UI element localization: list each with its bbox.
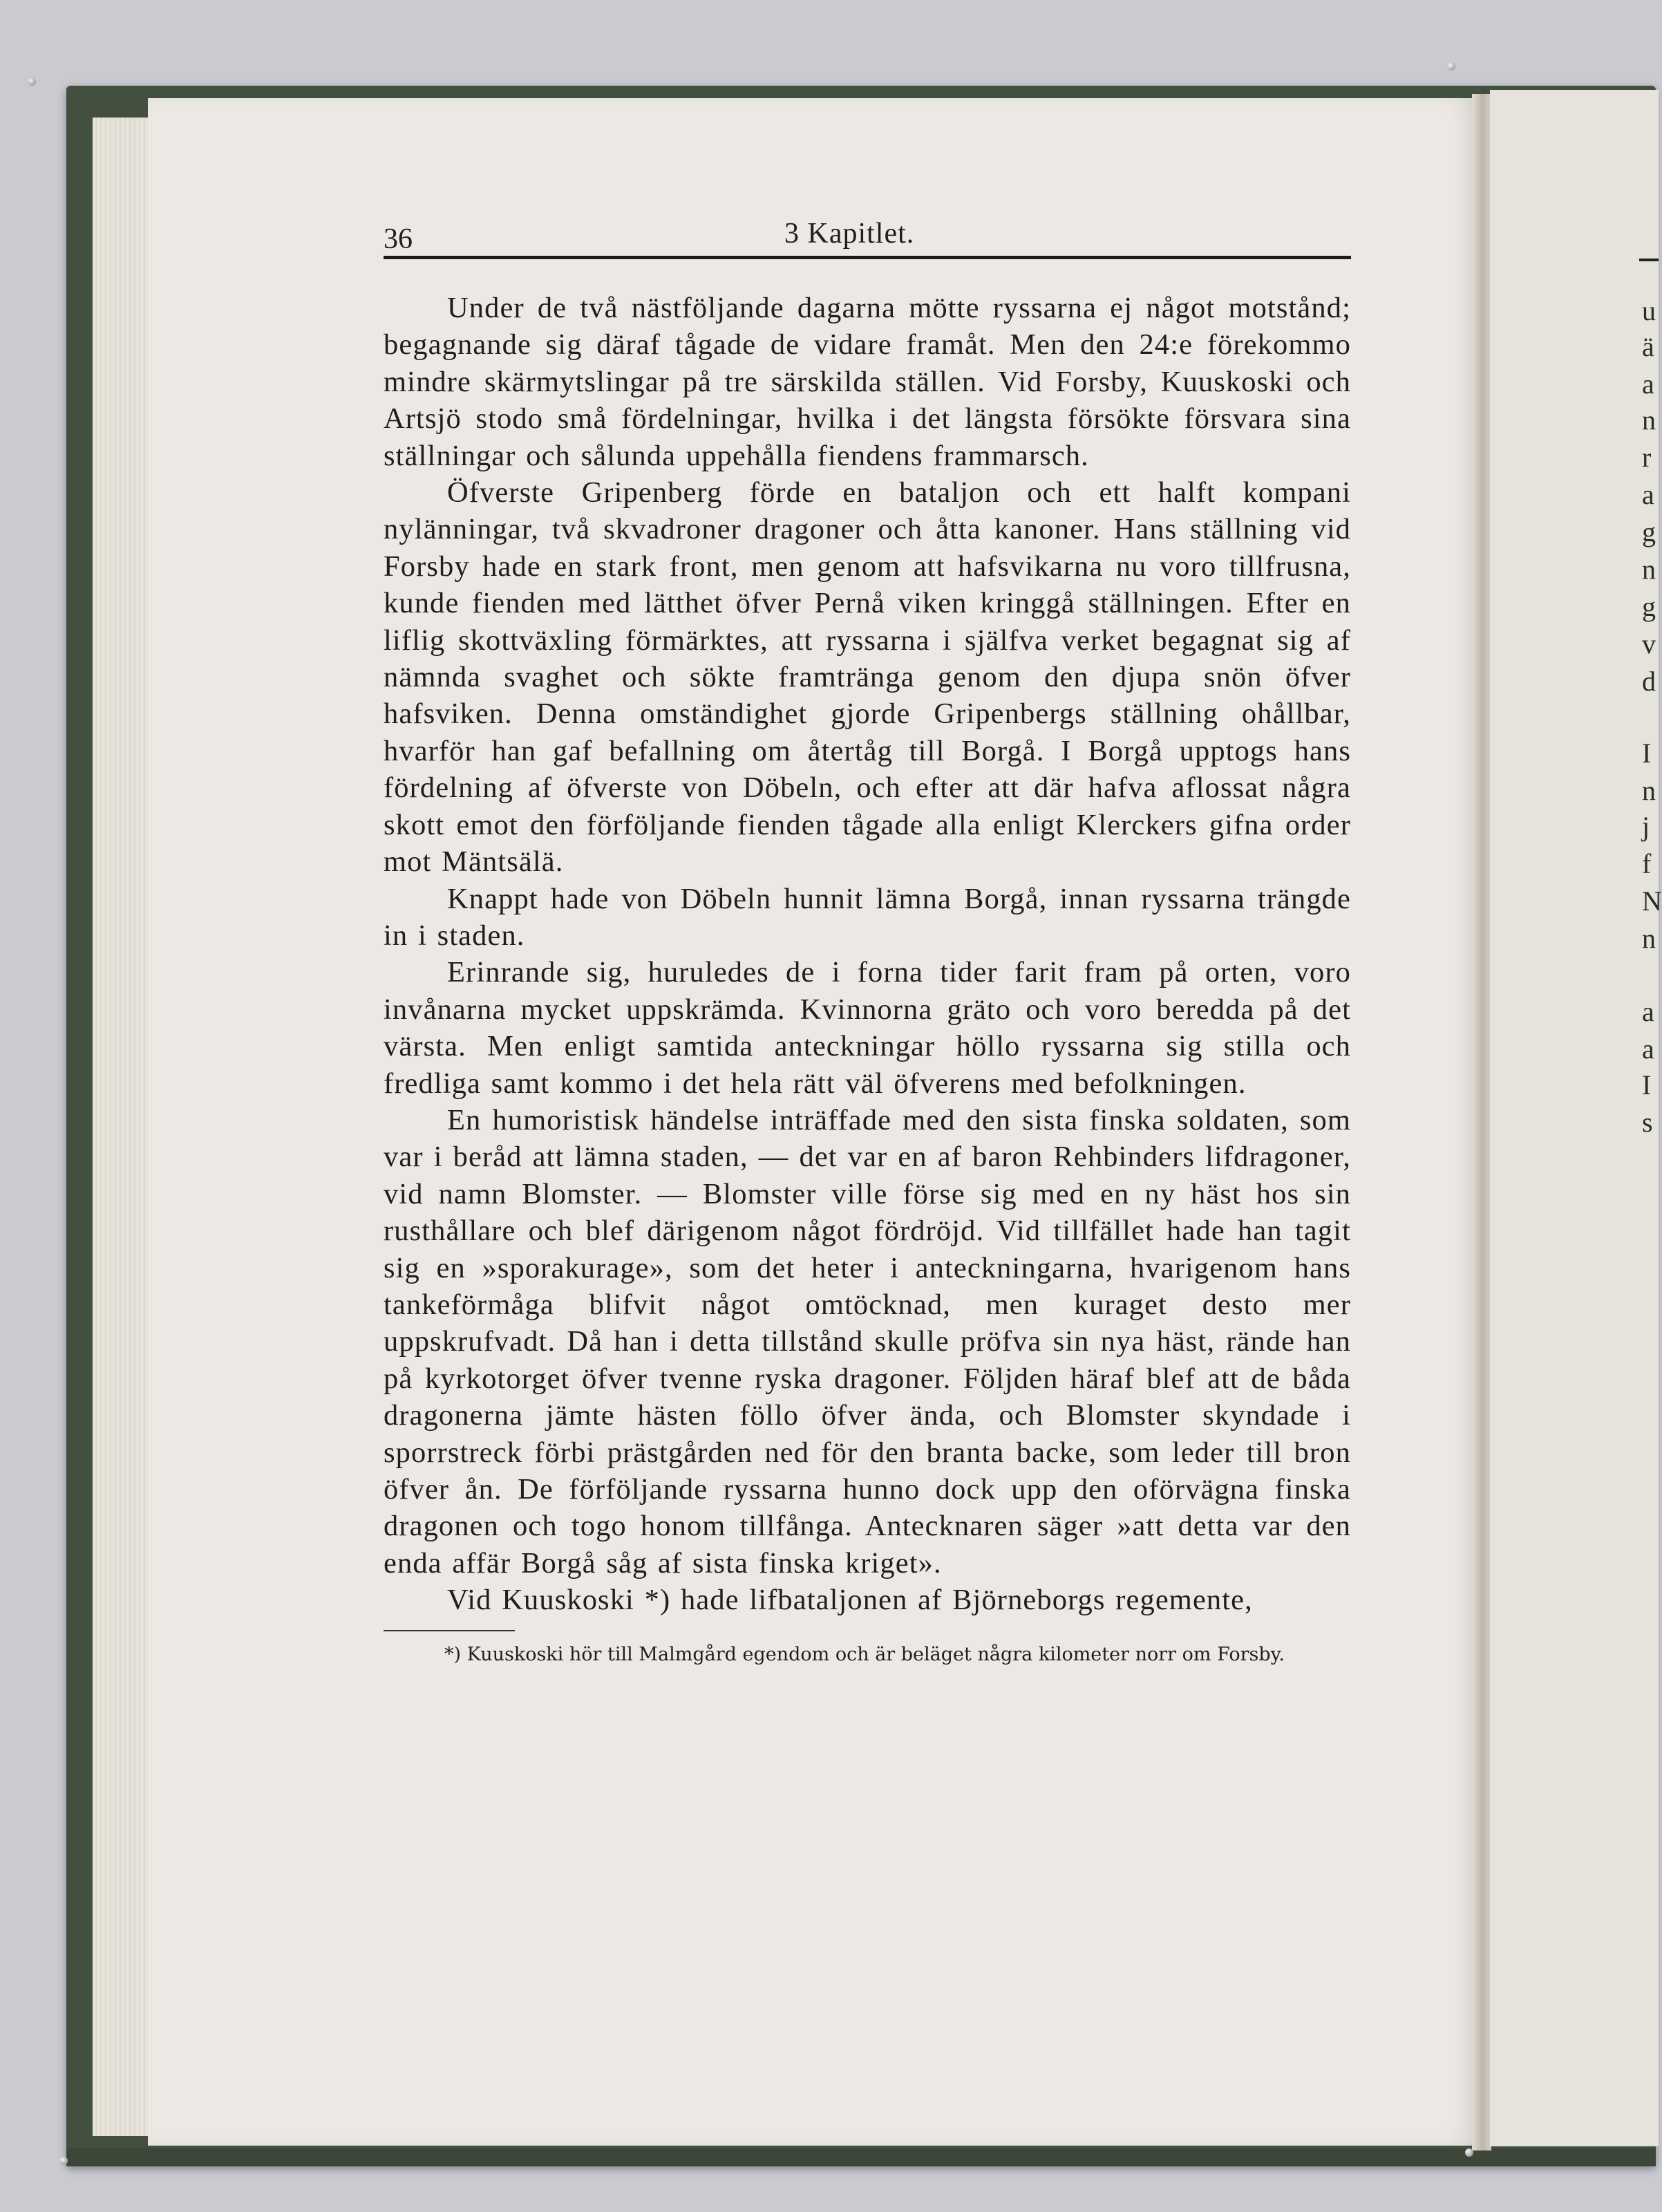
footnote: *) Kuuskoski hör till Malmgård egendom och är beläget några kilometer norr om Forsby. — [444, 1643, 1285, 1665]
chapter-title: 3 Kapitlet. — [784, 218, 915, 250]
right-page-letter: u — [1642, 295, 1656, 326]
right-page-letter: r — [1642, 442, 1652, 473]
pin-bottom-left — [59, 2157, 68, 2165]
right-page-letter: I — [1642, 1069, 1652, 1100]
right-page-letter: g — [1642, 591, 1656, 622]
right-page-letter: n — [1642, 404, 1656, 435]
paragraph: Knappt hade von Döbeln hunnit lämna Borgå, innan ryssarna trängde in i staden. — [384, 882, 1351, 952]
paragraph: Vid Kuuskoski *) hade lifbataljonen af Björneborgs regemente, — [447, 1584, 1253, 1617]
paragraph: Öfverste Gripenberg förde en bataljon och ett halft kompani nylänningar, två skvadroner dragoner och åtta kanoner. Hans ställning vid Forsby hade en stark front, men genom att hafsvikarna nu voro tillfrusna, kunde fienden med lätthet öfver Pernå viken kringgå ställningen. Efter en liflig skottväxling förmärktes, att ryssarna i själfva verket begagnat sig af nämnda svaghet och sökte framtränga genom den djupa snön öfver hafsviken. Denna omständighet gjorde Gripenbergs ställning ohållbar, hvarför han gaf befallning om återtåg till Borgå. I Borgå upptogs hans fördelning af öfverste von Döbeln, och efter att där hafva aflossat några skott emot den förföljande fienden tågade alla enligt Klerckers gifna order mot Mäntsälä. — [384, 476, 1351, 879]
right-page-letter: v — [1642, 628, 1656, 659]
paragraph: En humoristisk händelse inträffade med den sista finska soldaten, som var i beråd att lämna staden, — det var en af baron Rehbinders lifdragoner, vid namn Blomster. — Blomster ville förse sig med en ny häst hos sin rusthållare och blef därigenom något fördröjd. Vid tillfället hade han tagit sig en »sporakurage», som det heter i anteckningarna, hvarigenom hans tankeförmåga blifvit något omtöcknad, men kuraget desto mer uppskrufvadt. Då han i detta tillstånd skulle pröfva sin nya häst, rände han på kyrkotorget öfver tvenne ryska dragoner. Följden häraf blef att de båda dragonerna jämte hästen föllo öfver ända, och Blomster skyndade i sporrstreck förbi prästgården ned för den branta backe, som leder till bron öfver ån. De förföljande ryssarna hunno dock upp den oförvägna finska dragonen och togo honom tillfånga. Antecknaren säger »att detta var den enda affär Borgå såg af sista finska kriget». — [384, 1103, 1351, 1580]
right-page-letter: a — [1642, 479, 1654, 510]
right-page-letter: N — [1642, 885, 1662, 917]
right-page-letter: j — [1642, 811, 1650, 842]
paragraph: Erinrande sig, huruledes de i forna tider farit fram på orten, voro invånarna mycket uppskrämda. Kvinnorna gräto och voro beredda på det värsta. Men enligt samtida anteckningar höllo ryssarna sig stilla och fredliga samt kommo i det hela rätt väl öfverens med befolkningen. — [384, 956, 1351, 1100]
right-page-letter: I — [1642, 738, 1652, 769]
right-page-letter: g — [1642, 516, 1656, 547]
pin-top-right — [1447, 62, 1455, 71]
book-gutter — [1472, 94, 1491, 2150]
right-page-letter: n — [1642, 554, 1656, 585]
right-page-letter: a — [1642, 996, 1654, 1027]
right-page-letter: a — [1642, 1033, 1654, 1065]
right-page-header-rule — [1639, 259, 1659, 261]
pin-bottom-right — [1465, 2148, 1473, 2157]
page-number: 36 — [384, 223, 413, 255]
body-text — [384, 290, 1351, 1619]
running-head — [384, 207, 1351, 259]
pin-top-left — [28, 77, 36, 86]
right-page-letter: d — [1642, 666, 1656, 697]
page-text-block — [384, 207, 1351, 1670]
right-page — [1490, 90, 1659, 2146]
right-page-letter: s — [1642, 1107, 1653, 1138]
right-page-letter: n — [1642, 923, 1656, 954]
right-page-letter: ä — [1642, 331, 1654, 362]
paragraph: Under de två nästföljande dagarna mötte ryssarna ej något motstånd; begagnande sig däraf tågade de vidare framåt. Men den 24:e förekommo mindre skärmytslingar på tre särskilda ställen. Vid Forsby, Kuuskoski och Artsjö stodo små fördelningar, hvilka i det längsta försökte försvara sina ställningar och sålunda uppehålla fiendens frammarsch. — [384, 292, 1351, 472]
right-page-letter: n — [1642, 775, 1656, 806]
right-page-letter: f — [1642, 848, 1652, 879]
right-page-letter: a — [1642, 368, 1654, 400]
footnote-rule — [384, 1630, 515, 1631]
